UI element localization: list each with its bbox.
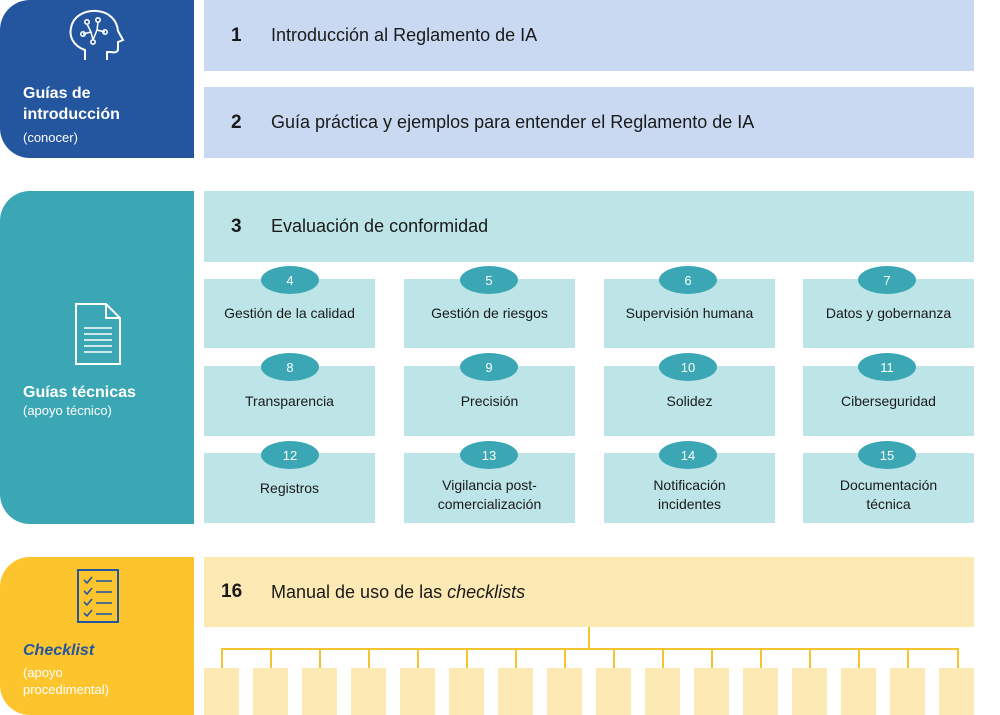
connector-drop bbox=[613, 648, 615, 668]
checklist-box[interactable] bbox=[890, 668, 925, 715]
checklist-category-subtitle: (apoyo procedimental) bbox=[23, 665, 109, 697]
technical-item-label: Solidez bbox=[666, 392, 713, 409]
guide-label: Evaluación de conformidad bbox=[271, 216, 489, 236]
intro-category-title: Guías de introducción bbox=[23, 85, 120, 123]
technical-item-label: Notificación incidentes bbox=[653, 477, 726, 512]
guide-label: Introducción al Reglamento de IA bbox=[271, 25, 538, 45]
guide-3-row[interactable] bbox=[204, 191, 974, 262]
technical-item-label: Registros bbox=[259, 479, 320, 496]
connector-drop bbox=[319, 648, 321, 668]
checklist-box[interactable] bbox=[694, 668, 729, 715]
guide-2-row[interactable] bbox=[204, 87, 974, 158]
checklist-box[interactable] bbox=[939, 668, 974, 715]
item-number-badge: 7 bbox=[858, 266, 916, 294]
guide-number: 16 bbox=[221, 581, 243, 602]
connector-bar bbox=[221, 648, 959, 650]
connector-drop bbox=[466, 648, 468, 668]
checklist-box[interactable] bbox=[498, 668, 533, 715]
guide-label-prefix: Manual de uso de las bbox=[271, 581, 448, 602]
guide-label-italic: checklists bbox=[447, 581, 526, 602]
item-number-badge: 6 bbox=[659, 266, 717, 294]
connector-drop bbox=[711, 648, 713, 668]
connector-drop bbox=[270, 648, 272, 668]
checklist-box[interactable] bbox=[792, 668, 827, 715]
connector-trunk bbox=[588, 627, 590, 649]
guide-label bbox=[271, 582, 525, 603]
technical-item-label: Transparencia bbox=[245, 392, 334, 409]
item-number-badge: 9 bbox=[460, 353, 518, 381]
connector-drop bbox=[564, 648, 566, 668]
item-number-badge: 14 bbox=[659, 441, 717, 469]
connector-drop bbox=[662, 648, 664, 668]
technical-item-label: Vigilancia post-comercialización bbox=[437, 477, 542, 512]
connector-drop bbox=[957, 648, 959, 668]
item-number-badge: 10 bbox=[659, 353, 717, 381]
checklist-category-block bbox=[0, 557, 194, 715]
checklist-box[interactable] bbox=[204, 668, 239, 715]
technical-item-label: Ciberseguridad bbox=[841, 392, 936, 409]
connector-drop bbox=[907, 648, 909, 668]
connector-drop bbox=[760, 648, 762, 668]
item-number-badge: 12 bbox=[261, 441, 319, 469]
checklist-category-title: Checklist bbox=[23, 642, 95, 659]
checklist-box[interactable] bbox=[547, 668, 582, 715]
checklist-box[interactable] bbox=[400, 668, 435, 715]
technical-item-label: Datos y gobernanza bbox=[825, 305, 952, 321]
checklist-box[interactable] bbox=[449, 668, 484, 715]
guide-1-row[interactable] bbox=[204, 0, 974, 71]
connector-drop bbox=[858, 648, 860, 668]
checklist-box[interactable] bbox=[302, 668, 337, 715]
technical-item-label: Gestión de riesgos bbox=[431, 305, 548, 321]
checklist-box[interactable] bbox=[253, 668, 288, 715]
intro-category-block bbox=[0, 0, 194, 158]
checklist-box[interactable] bbox=[645, 668, 680, 715]
item-number-badge: 5 bbox=[460, 266, 518, 294]
guide-16-row[interactable] bbox=[204, 557, 974, 627]
technical-category-subtitle: (apoyo técnico) bbox=[23, 403, 112, 418]
checklist-box[interactable] bbox=[351, 668, 386, 715]
guide-label: Guía práctica y ejemplos para entender el Reglamento de IA bbox=[271, 112, 755, 132]
item-number-badge: 4 bbox=[261, 266, 319, 294]
item-number-badge: 13 bbox=[460, 441, 518, 469]
guide-number: 2 bbox=[231, 111, 242, 133]
checklist-icon bbox=[76, 568, 120, 624]
item-number-badge: 15 bbox=[858, 441, 916, 469]
checklist-box[interactable] bbox=[596, 668, 631, 715]
checklist-box[interactable] bbox=[841, 668, 876, 715]
technical-item-label: Gestión de la calidad bbox=[224, 305, 355, 321]
connector-drop bbox=[809, 648, 811, 668]
item-number-badge: 8 bbox=[261, 353, 319, 381]
ai-head-icon bbox=[63, 8, 129, 64]
connector-drop bbox=[515, 648, 517, 668]
item-number-badge: 11 bbox=[858, 353, 916, 381]
connector-drop bbox=[417, 648, 419, 668]
connector-drop bbox=[221, 648, 223, 668]
intro-category-subtitle: (conocer) bbox=[23, 130, 78, 145]
guide-number: 1 bbox=[231, 24, 242, 46]
technical-item-label: Supervisión humana bbox=[625, 305, 754, 321]
connector-drop bbox=[368, 648, 370, 668]
technical-item-label: Precisión bbox=[460, 392, 519, 409]
document-icon bbox=[72, 302, 124, 366]
checklist-box[interactable] bbox=[743, 668, 778, 715]
technical-category-block bbox=[0, 191, 194, 524]
guide-number: 3 bbox=[231, 215, 242, 237]
technical-item-label: Documentación técnica bbox=[839, 477, 938, 512]
technical-category-title: Guías técnicas bbox=[23, 384, 136, 401]
